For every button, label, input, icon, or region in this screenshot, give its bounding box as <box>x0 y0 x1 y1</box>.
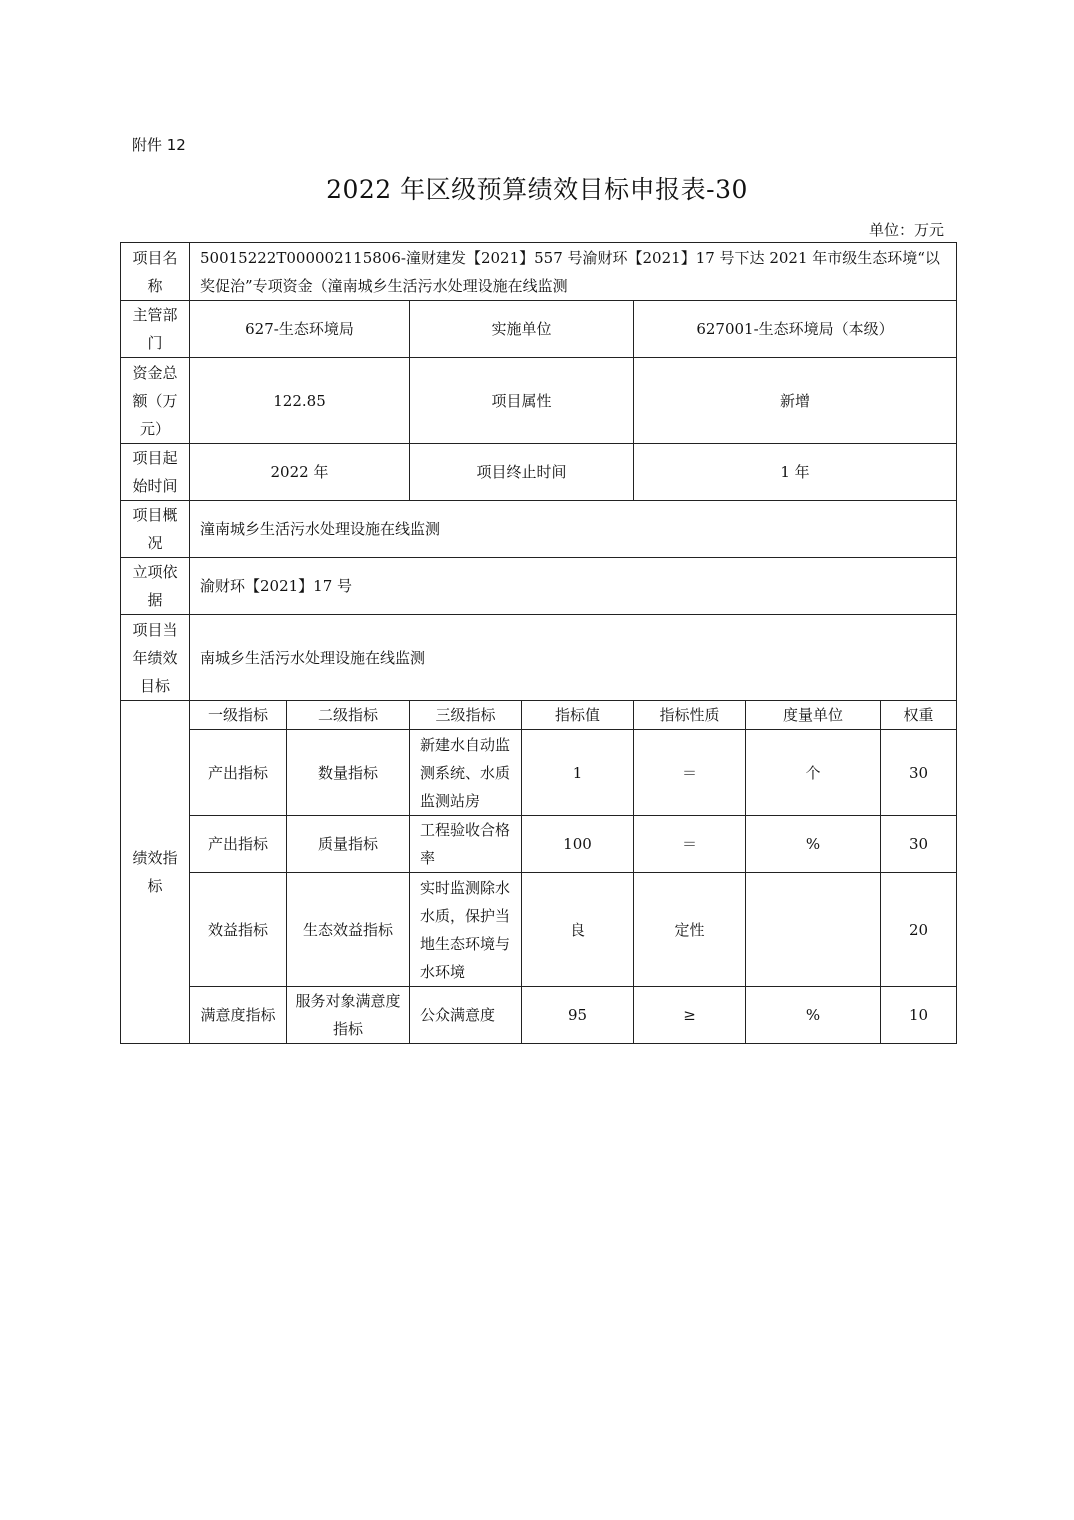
basis-value: 渝财环【2021】17 号 <box>190 558 957 615</box>
level2-cell: 服务对象满意度指标 <box>287 987 410 1044</box>
page-title: 2022 年区级预算绩效目标申报表-30 <box>326 175 748 204</box>
level1-cell: 产出指标 <box>190 730 287 816</box>
header-unit: 度量单位 <box>746 701 881 730</box>
fund-value: 122.85 <box>190 358 410 444</box>
header-level1: 一级指标 <box>190 701 287 730</box>
header-value: 指标值 <box>522 701 634 730</box>
level2-cell: 质量指标 <box>287 816 410 873</box>
project-name-value: 50015222T000002115806-潼财建发【2021】557 号渝财环【2021】17 号下达 2021 年市级生态环境“以奖促治”专项资金（潼南城乡生活污水处理设施在线监测 <box>190 243 957 301</box>
level3-cell: 公众满意度 <box>410 987 522 1044</box>
table-row <box>121 730 957 816</box>
nature-cell: ＝ <box>634 730 746 816</box>
overview-label: 项目概况 <box>121 501 190 558</box>
goal-label: 项目当年绩效目标 <box>121 615 190 701</box>
attr-label: 项目属性 <box>410 358 634 444</box>
level3-cell: 新建水自动监测系统、水质监测站房 <box>410 730 522 816</box>
level1-cell: 产出指标 <box>190 816 287 873</box>
header-level2: 二级指标 <box>287 701 410 730</box>
table-row <box>121 987 957 1044</box>
project-name-label: 项目名称 <box>121 243 190 301</box>
weight-cell: 20 <box>881 873 957 987</box>
header-nature: 指标性质 <box>634 701 746 730</box>
performance-target-table <box>120 242 957 1044</box>
level2-cell: 生态效益指标 <box>287 873 410 987</box>
unit-cell: 个 <box>746 730 881 816</box>
weight-cell: 10 <box>881 987 957 1044</box>
weight-cell: 30 <box>881 816 957 873</box>
impl-value: 627001-生态环境局（本级） <box>634 301 957 358</box>
overview-value: 潼南城乡生活污水处理设施在线监测 <box>190 501 957 558</box>
level1-cell: 满意度指标 <box>190 987 287 1044</box>
start-label: 项目起始时间 <box>121 444 190 501</box>
value-cell: 1 <box>522 730 634 816</box>
level3-cell: 工程验收合格率 <box>410 816 522 873</box>
value-cell: 100 <box>522 816 634 873</box>
attachment-label: 附件 12 <box>132 136 186 154</box>
indicator-header-row <box>121 701 957 730</box>
table-row <box>121 873 957 987</box>
value-cell: 95 <box>522 987 634 1044</box>
nature-cell: ＝ <box>634 816 746 873</box>
nature-cell: ≥ <box>634 987 746 1044</box>
header-weight: 权重 <box>881 701 957 730</box>
unit-cell: % <box>746 816 881 873</box>
end-label: 项目终止时间 <box>410 444 634 501</box>
goal-value: 南城乡生活污水处理设施在线监测 <box>190 615 957 701</box>
dept-value: 627-生态环境局 <box>190 301 410 358</box>
unit-label: 单位：万元 <box>868 221 944 239</box>
dept-label: 主管部门 <box>121 301 190 358</box>
fund-label: 资金总额（万元） <box>121 358 190 444</box>
end-value: 1 年 <box>634 444 957 501</box>
level2-cell: 数量指标 <box>287 730 410 816</box>
impl-label: 实施单位 <box>410 301 634 358</box>
basis-label: 立项依据 <box>121 558 190 615</box>
nature-cell: 定性 <box>634 873 746 987</box>
value-cell: 良 <box>522 873 634 987</box>
attr-value: 新增 <box>634 358 957 444</box>
table-row <box>121 816 957 873</box>
weight-cell: 30 <box>881 730 957 816</box>
unit-cell <box>746 873 881 987</box>
level1-cell: 效益指标 <box>190 873 287 987</box>
unit-cell: % <box>746 987 881 1044</box>
indicator-section-label: 绩效指标 <box>121 701 190 1044</box>
start-value: 2022 年 <box>190 444 410 501</box>
level3-cell: 实时监测除水水质，保护当地生态环境与水环境 <box>410 873 522 987</box>
header-level3: 三级指标 <box>410 701 522 730</box>
